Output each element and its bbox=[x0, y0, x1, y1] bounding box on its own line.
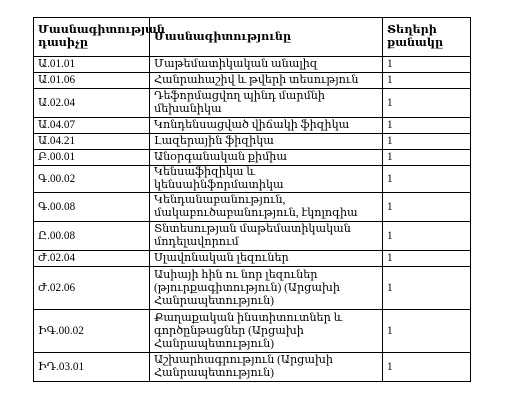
cell-name: Մաթեմատիկական անալիզ bbox=[150, 57, 383, 73]
table-row bbox=[34, 310, 471, 353]
table-row bbox=[34, 150, 471, 166]
cell-count: 1 bbox=[383, 134, 471, 150]
table-row bbox=[34, 134, 471, 150]
cell-count: 1 bbox=[383, 150, 471, 166]
cell-code: Ա.02.04 bbox=[34, 89, 150, 118]
cell-count: 1 bbox=[383, 57, 471, 73]
table-row bbox=[34, 166, 471, 193]
cell-code: Ա.04.07 bbox=[34, 118, 150, 134]
cell-code: Ա.04.21 bbox=[34, 134, 150, 150]
cell-code: Ա.01.01 bbox=[34, 57, 150, 73]
table-header-row bbox=[34, 18, 471, 57]
cell-name: Հանրահաշիվ և թվերի տեսություն bbox=[150, 73, 383, 89]
header-specialty: Մասնագիտությունը bbox=[150, 18, 383, 57]
cell-name: Սլավոնական լեզուներ bbox=[150, 251, 383, 267]
cell-count: 1 bbox=[383, 73, 471, 89]
cell-name: Դեֆորմացվող պինդ մարմնի մեխանիկա bbox=[150, 89, 383, 118]
header-places-count: Տեղերի քանակը bbox=[383, 18, 471, 57]
cell-code: Գ.00.02 bbox=[34, 166, 150, 193]
cell-code: Բ.00.01 bbox=[34, 150, 150, 166]
cell-name: Կենդանաբանություն, մակաբուծաբանություն, էկոլոգիա bbox=[150, 193, 383, 222]
cell-name: Լազերային ֆիզիկա bbox=[150, 134, 383, 150]
cell-code: Գ.00.08 bbox=[34, 193, 150, 222]
table-row bbox=[34, 353, 471, 382]
table-row bbox=[34, 251, 471, 267]
table-row bbox=[34, 89, 471, 118]
cell-count: 1 bbox=[383, 310, 471, 353]
cell-count: 1 bbox=[383, 222, 471, 251]
table-row bbox=[34, 73, 471, 89]
cell-code: Ը.00.08 bbox=[34, 222, 150, 251]
table-row bbox=[34, 193, 471, 222]
cell-code: Ժ.02.06 bbox=[34, 267, 150, 310]
cell-name: Ասիայի հին ու նոր լեզուներ (թյուրքագիտություն) (Արցախի Հանրապետություն) bbox=[150, 267, 383, 310]
cell-code: Ժ.02.04 bbox=[34, 251, 150, 267]
cell-count: 1 bbox=[383, 118, 471, 134]
cell-name: Աշխարհագրություն (Արցախի Հանրապետություն) bbox=[150, 353, 383, 382]
cell-count: 1 bbox=[383, 89, 471, 118]
cell-name: Քաղաքական ինստիտուտներ և գործընթացներ (Արցախի Հանրապետություն) bbox=[150, 310, 383, 353]
cell-code: ԻԴ.03.01 bbox=[34, 353, 150, 382]
cell-count: 1 bbox=[383, 193, 471, 222]
header-specialty-code: Մասնագիտության դասիչը bbox=[34, 18, 150, 57]
cell-name: Անօրգանական քիմիա bbox=[150, 150, 383, 166]
table-row bbox=[34, 57, 471, 73]
specialties-table bbox=[33, 17, 471, 382]
table-row bbox=[34, 267, 471, 310]
cell-name: Կենսաֆիզիկա և կենսաինֆորմատիկա bbox=[150, 166, 383, 193]
cell-count: 1 bbox=[383, 267, 471, 310]
cell-name: Կոնդենսացված վիճակի ֆիզիկա bbox=[150, 118, 383, 134]
table-row bbox=[34, 222, 471, 251]
cell-count: 1 bbox=[383, 166, 471, 193]
table-row bbox=[34, 118, 471, 134]
cell-count: 1 bbox=[383, 251, 471, 267]
cell-count: 1 bbox=[383, 353, 471, 382]
cell-name: Տնտեսության մաթեմատիկական մոդելավորում bbox=[150, 222, 383, 251]
cell-code: ԻԳ.00.02 bbox=[34, 310, 150, 353]
cell-code: Ա.01.06 bbox=[34, 73, 150, 89]
